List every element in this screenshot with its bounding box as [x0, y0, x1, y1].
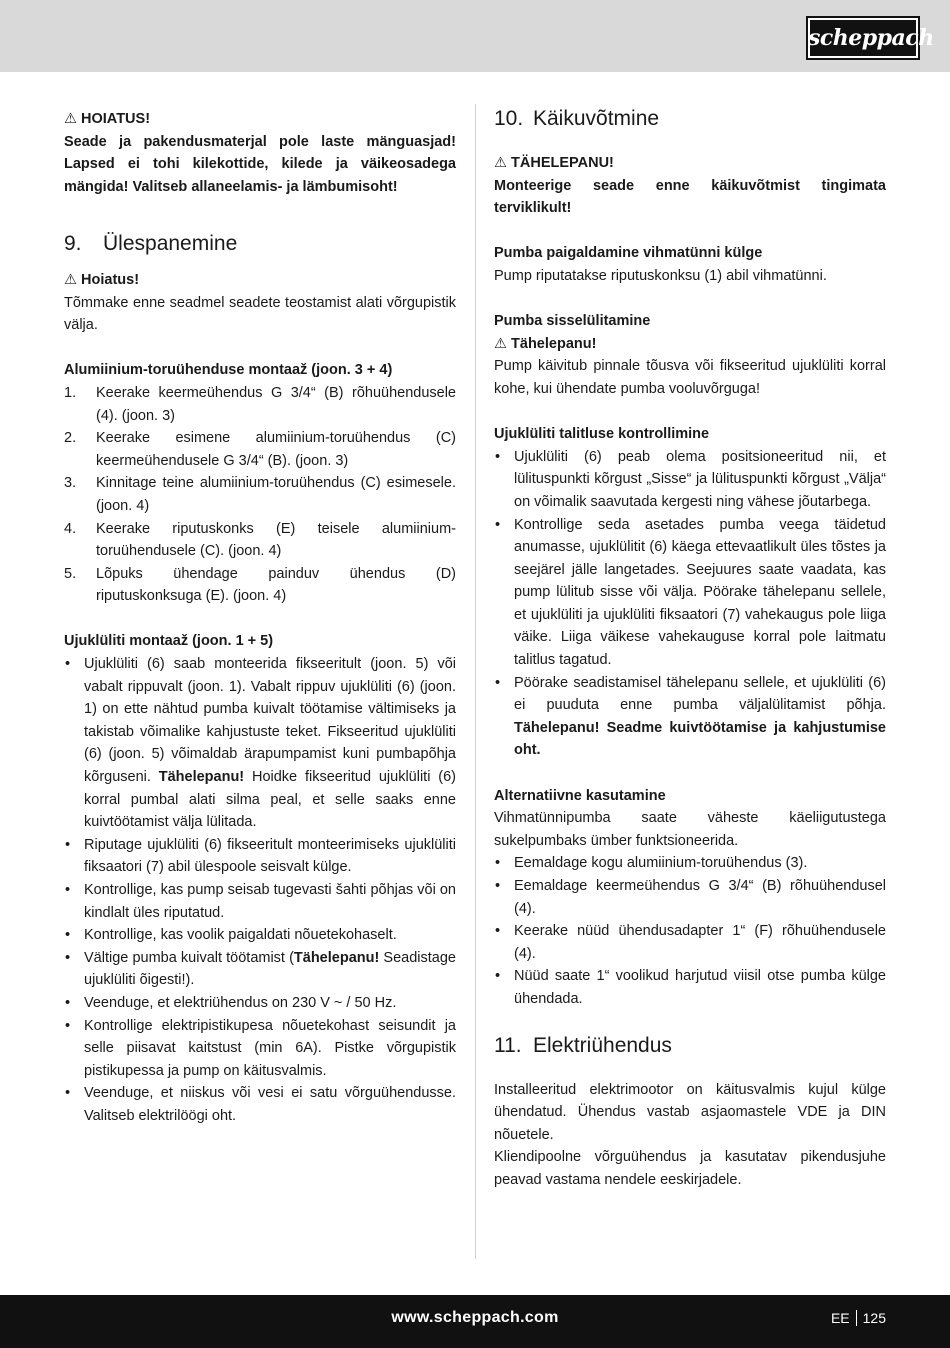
install-heading: Pumba paigaldamine vihmatünni külge — [494, 245, 763, 262]
alt-use-heading: Alternatiivne kasutamine — [494, 787, 666, 804]
switch-on-heading: Pumba sisselülitamine — [494, 313, 651, 330]
list-item: • Veenduge, et elektriühendus on 230 V ~ / 50 Hz. — [64, 992, 456, 1015]
section-number: 9. — [64, 231, 82, 255]
alu-steps-list — [64, 382, 456, 608]
warning-text: Seade ja pakendusmaterjal pole laste mänguasjad! Lapsed ei tohi kilekottide, kilede ja väikeosadega mängida! Valitseb allaneelamis- ja lämbumisoht! — [64, 133, 456, 195]
list-item: 5. Lõpuks ühendage painduv ühendus (D) riputuskonksuga (E). (joon. 4) — [64, 565, 456, 605]
electric-text-1: Installeeritud elektrimootor on käitusvalmis kujul külge ühendatud. Ühendus vastab asjaomastele VDE ja DIN nõuetele. — [494, 1081, 886, 1143]
brand-logo: scheppach — [806, 16, 920, 60]
attention-text: Monteerige seade enne käikuvõtmist tingimata terviklikult! — [494, 177, 886, 217]
float-switch-heading: Ujuklüliti montaaž (joon. 1 + 5) — [64, 633, 274, 650]
left-column — [64, 108, 456, 1128]
attention-label: ⚠ TÄHELEPANU! — [494, 152, 886, 175]
list-item: • Ujuklüliti (6) peab olema positsioneeritud nii, et lülituspunkti kõrgust „Sisse“ ja lülituspunkti kõrgust „Välja“ on võimalik saavutada kergesti ning vähese jõutarbega. — [494, 446, 886, 514]
section-9-heading — [64, 231, 456, 257]
section-title: Elektriühendus — [533, 1033, 672, 1057]
list-item: • Eemaldage keermeühendus G 3/4“ (B) rõhuühendusel (4). — [494, 875, 886, 920]
language-code: EE — [830, 1310, 850, 1326]
switch-on-attention: ⚠ Tähelepanu! — [494, 333, 886, 356]
section-title: Käikuvõtmine — [533, 107, 660, 130]
section-number: 10. — [494, 107, 524, 130]
list-item: • Pöörake seadistamisel tähelepanu sellele, et ujuklüliti (6) ei puuduta enne pumba väljalülitamist põhja. Tähelepanu! Seadme kuivtöötamise ja kahjustumise oht. — [494, 672, 886, 762]
page-number-value: 125 — [862, 1310, 886, 1326]
list-item: • Kontrollige, kas pump seisab tugevasti šahti põhjas või on kindlalt üles riputatud. — [64, 879, 456, 924]
page-number — [831, 1310, 886, 1326]
float-switch-list — [64, 653, 456, 1127]
section-title: Ülespanemine — [103, 231, 238, 255]
list-item: • Vältige pumba kuivalt töötamist (Tähelepanu! Seadistage ujuklüliti õigesti!). — [64, 947, 456, 992]
alt-use-text: Vihmatünnipumba saate väheste käeliigutustega sukelpumbaks ümber funktsioneerida. — [494, 810, 886, 849]
switch-on-text: Pump käivitub pinnale tõusva või fikseeritud ujuklüliti korral kohe, kui ühendate pumba vooluvõrguga! — [494, 358, 886, 397]
section-11-heading — [494, 1033, 886, 1059]
alu-heading: Alumiinium-toruühenduse montaaž (joon. 3 + 4) — [64, 362, 393, 379]
footer-url: www.scheppach.com — [391, 1309, 559, 1326]
caution-label: ⚠ Hoiatus! — [64, 269, 456, 292]
list-item: 1. Keerake keermeühendus G 3/4“ (B) rõhuühendusele (4). (joon. 3) — [64, 384, 456, 424]
install-text: Pump riputatakse riputuskonksu (1) abil vihmatünni. — [494, 267, 827, 284]
list-item: 4. Keerake riputuskonks (E) teisele alumiinium-toruühendusele (C). (joon. 4) — [64, 520, 456, 560]
list-item: • Ujuklüliti (6) saab monteerida fikseeritult (joon. 5) või vabalt rippuvalt (joon. 1). Vabalt rippuv ujuklüliti (6) (joon. 1) on ette nähtud pumba kuivalt töötamise vältimiseks ja takistab võimalike kahjustuste teket. Fikseeritud ujuklüliti (6) (joon. 5) võimaldab ärapumpamist kuni pumbapõhja kõrguseni. Tähelepanu! Hoidke fikseeritud ujuklüliti (6) korral pumbal alati silma peal, et selle saaks enne kuivtöötamist välja lülitada. — [64, 653, 456, 834]
list-item: • Kontrollige elektripistikupesa nõuetekohast seisundit ja selle piisavat kaitstust (min 6A). Pistke võrgupistik pistikupessa ja pump on käitusvalmis. — [64, 1015, 456, 1083]
electric-text-2: Kliendipoolne võrguühendus ja kasutatav pikendusjuhe peavad vastama nendele eeskirjadele. — [494, 1149, 886, 1188]
control-list — [494, 446, 886, 762]
list-item: • Kontrollige, kas voolik paigaldati nõuetekohaselt. — [64, 924, 456, 947]
list-item: • Kontrollige seda asetades pumba veega täidetud anumasse, ujuklülitit (6) käega ettevaatlikult üles tõstes ja seejärel jälle langetades. Seejuures saate vaadata, kas pump lülitub sisse või välja. Pöörake tähelepanu sellele, et ujuklüliti ja ujuklüliti fiksaatori (7) vahekaugus pole liiga väike. Liiga väikese vahekauguse korral pole laitmatu talitlus tagatud. — [494, 514, 886, 672]
header-bar — [0, 0, 950, 72]
column-divider — [475, 104, 476, 1259]
list-item: • Keerake nüüd ühendusadapter 1“ (F) rõhuühendusele (4). — [494, 920, 886, 965]
list-item: 2. Keerake esimene alumiinium-toruühendus (C) keermeühendusele G 3/4“ (B). (joon. 3) — [64, 430, 456, 469]
list-item: • Riputage ujuklüliti (6) fikseeritult monteerimiseks ujuklüliti fiksaatori (7) abil ülespoole seisvalt külge. — [64, 834, 456, 879]
warning-label: ⚠ HOIATUS! — [64, 108, 456, 131]
control-heading: Ujuklüliti talitluse kontrollimine — [494, 426, 710, 443]
list-item: • Eemaldage kogu alumiinium-toruühendus (3). — [494, 852, 886, 875]
list-item: 3. Kinnitage teine alumiinium-toruühendus (C) esimesele. (joon. 4) — [64, 475, 456, 514]
section-10-heading — [494, 106, 886, 132]
section-number: 11. — [494, 1033, 522, 1057]
footer-bar — [0, 1295, 950, 1348]
list-item: • Veenduge, et niiskus või vesi ei satu võrguühendusse. Valitseb elektrilöögi oht. — [64, 1082, 456, 1127]
alt-use-list — [494, 852, 886, 1010]
list-item: • Nüüd saate 1“ voolikud harjutud viisil otse pumba külge ühendada. — [494, 965, 886, 1010]
caution-text: Tõmmake enne seadmel seadete teostamist alati võrgupistik välja. — [64, 294, 456, 334]
right-column — [494, 108, 886, 1192]
